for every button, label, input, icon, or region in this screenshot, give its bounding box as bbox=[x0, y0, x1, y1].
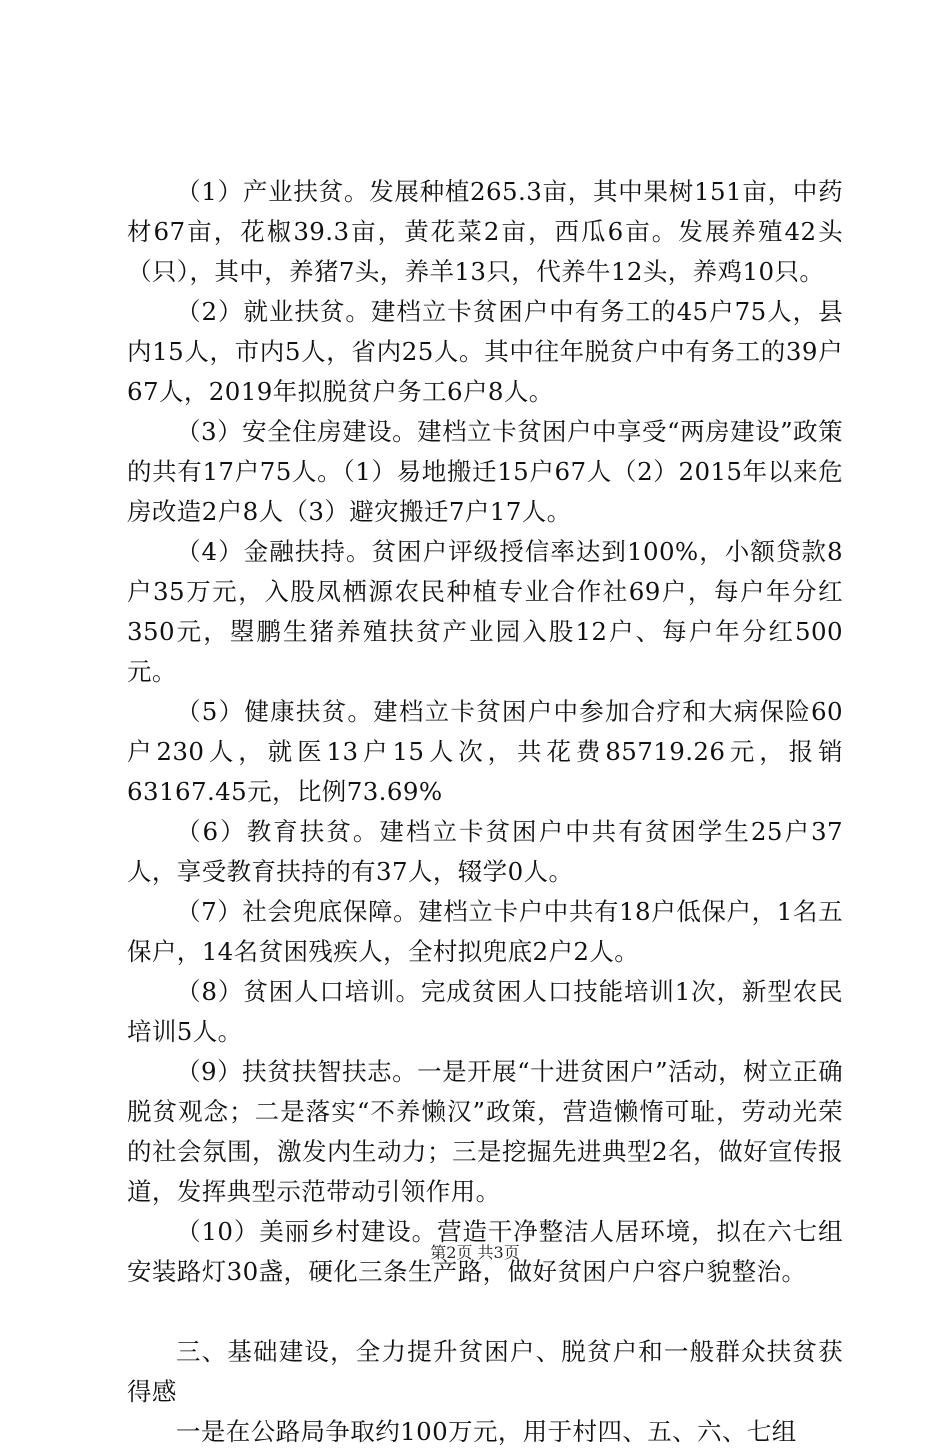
page-number-footer: 第2页 共3页 bbox=[430, 1243, 520, 1262]
paragraph-social-security: （7）社会兜底保障。建档立卡户中共有18户低保户，1名五保户，14名贫困残疾人，全村拟兜底2户2人。 bbox=[127, 897, 843, 966]
paragraph-training: （8）贫困人口培训。完成贫困人口技能培训1次，新型农民培训5人。 bbox=[127, 977, 843, 1046]
paragraph-health-poverty-alleviation: （5）健康扶贫。建档立卡贫困户中参加合疗和大病保险60户230人，就医13户15人次，共花费85719.26元，报销63167.45元，比例73.69% bbox=[127, 697, 843, 806]
section-heading: 三、基础建设，全力提升贫困户、脱贫户和一般群众扶贫获得感 bbox=[127, 1337, 843, 1406]
paragraph-industry-poverty-alleviation: （1）产业扶贫。发展种植265.3亩，其中果树151亩，中药材67亩，花椒39.3亩，黄花菜2亩，西瓜6亩。发展养殖42头（只），其中，养猪7头，养羊13只，代养牛12头，养鸡10只。 bbox=[127, 177, 843, 286]
paragraph-employment-poverty-alleviation: （2）就业扶贫。建档立卡贫困户中有务工的45户75人，县内15人，市内5人，省内25人。其中往年脱贫户中有务工的39户67人，2019年拟脱贫户务工6户8人。 bbox=[127, 297, 843, 406]
paragraph-safe-housing: （3）安全住房建设。建档立卡贫困户中享受“两房建设”政策的共有17户75人。（1）易地搬迁15户67人（2）2015年以来危房改造2户8人（3）避灾搬迁7户17人。 bbox=[127, 417, 843, 526]
paragraph-road-funding: 一是在公路局争取约100万元，用于村四、五、六、七组 bbox=[176, 1417, 797, 1446]
paragraph-financial-support: （4）金融扶持。贫困户评级授信率达到100%，小额贷款8户35万元，入股凤栖源农民种植专业合作社69户，每户年分红350元，曌鹏生猪养殖扶贫产业园入股12户、每户年分红500元。 bbox=[127, 537, 843, 686]
paragraph-education-poverty-alleviation: （6）教育扶贫。建档立卡贫困户中共有贫困学生25户37人，享受教育扶持的有37人，辍学0人。 bbox=[127, 817, 843, 886]
paragraph-rural-construction: （10）美丽乡村建设。营造干净整洁人居环境，拟在六七组安装路灯30盏，硬化三条生产路，做好贫困户户容户貌整治。 bbox=[127, 1217, 843, 1286]
paragraph-aspiration-support: （9）扶贫扶智扶志。一是开展“十进贫困户”活动，树立正确脱贫观念；二是落实“不养懒汉”政策，营造懒惰可耻，劳动光荣的社会氛围，激发内生动力；三是挖掘先进典型2名，做好宣传报道，发挥典型示范带动引领作用。 bbox=[127, 1057, 843, 1206]
